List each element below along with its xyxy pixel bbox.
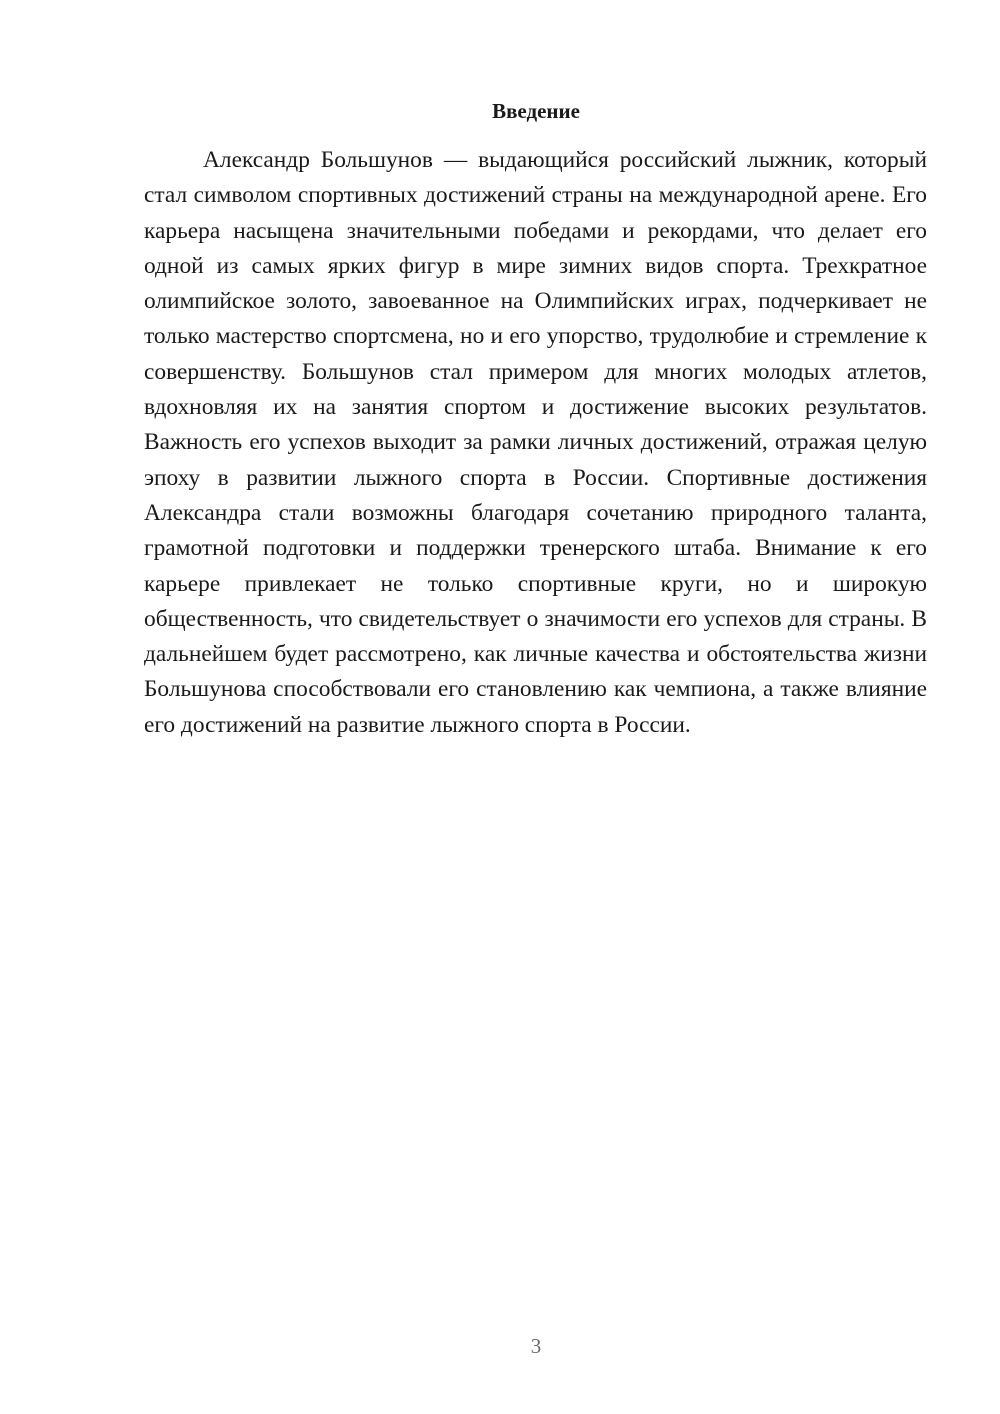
- body-paragraph: Александр Большунов — выдающийся российский лыжник, который стал символом спортивных достижений страны на международной арене. Его карьера насыщена значительными победами и рекордами, что делает его одной из самых ярких фигур в мире зимних видов спорта. Трехкратное олимпийское золото, завоеванное на Олимпийских играх, подчеркивает не только мастерство спортсмена, но и его упорство, трудолюбие и стремление к совершенству. Большунов стал примером для многих молодых атлетов, вдохновляя их на занятия спортом и достижение высоких результатов. Важность его успехов выходит за рамки личных достижений, отражая целую эпоху в развитии лыжного спорта в России. Спортивные достижения Александра стали возможны благодаря сочетанию природного таланта, грамотной подготовки и поддержки тренерского штаба. Внимание к его карьере привлекает не только спортивные круги, но и широкую общественность, что свидетельствует о значимости его успехов для страны. В дальнейшем будет рассмотрено, как личные качества и обстоятельства жизни Большунова способствовали его становлению как чемпиона, а также влияние его достижений на развитие лыжного спорта в России.: [144, 147, 927, 738]
- section-heading: Введение: [492, 99, 580, 123]
- page-number: 3: [530, 1334, 542, 1358]
